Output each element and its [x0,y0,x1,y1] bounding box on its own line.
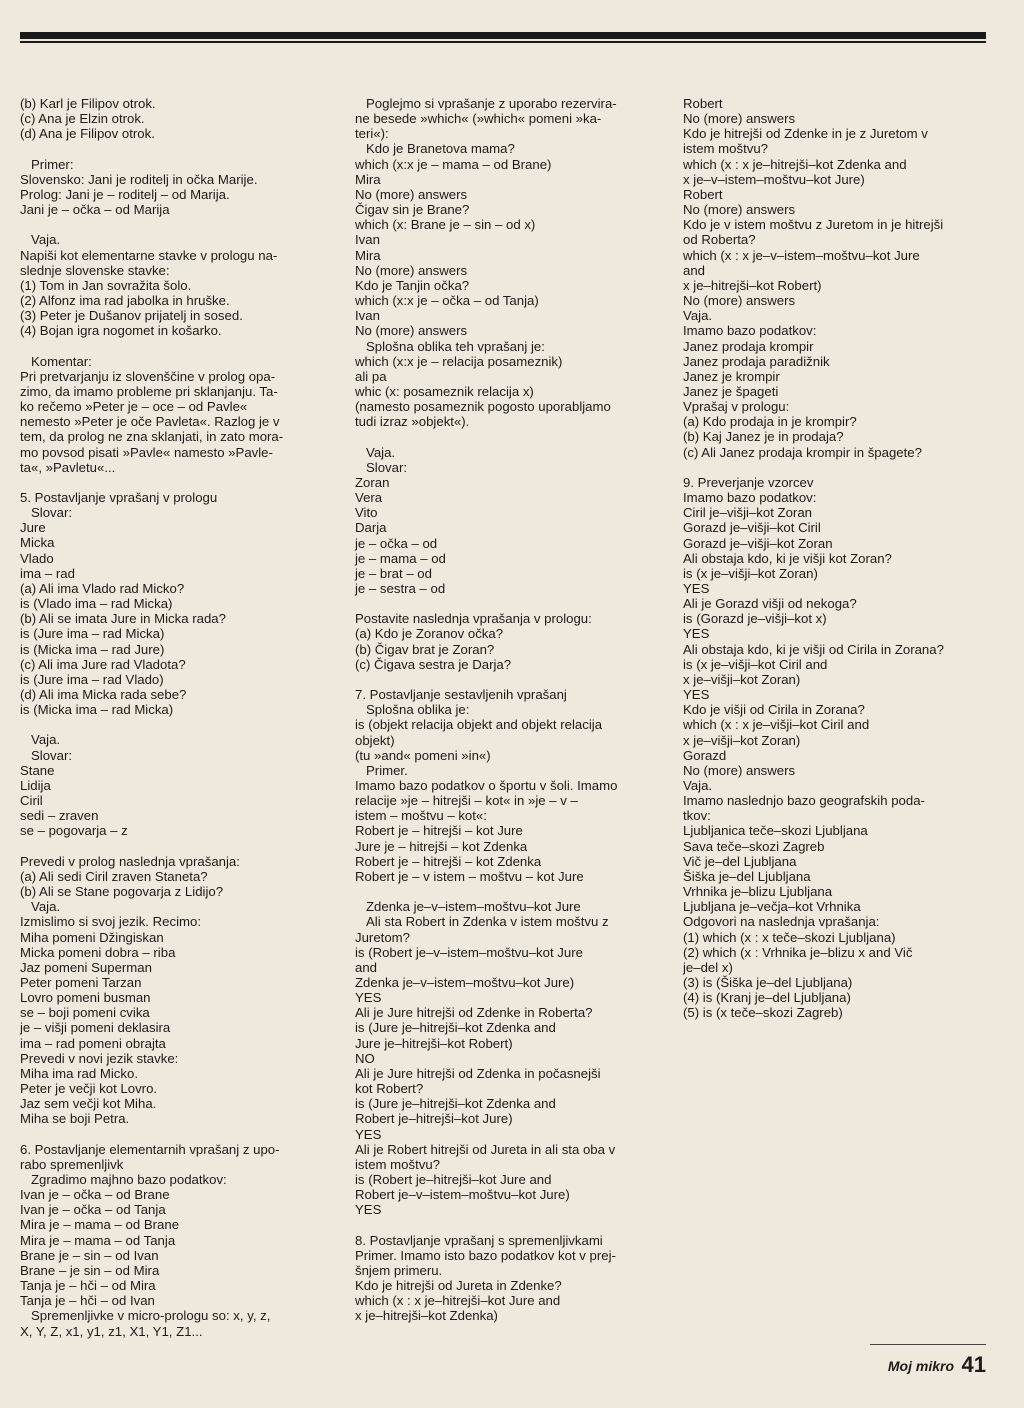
text-line: Micka [20,535,55,551]
text-line: Peter je večji kot Lovro. [20,1081,158,1097]
text-line: (1) Tom in Jan sovražita šolo. [20,277,192,293]
text-line: je – mama – od [355,550,446,566]
text-line: (4) is (Kranj je–del Ljubljana) [683,990,851,1006]
text-line [20,717,320,732]
text-line: Vaja. [355,444,396,460]
text-line: je–del x) [683,959,733,975]
text-line: (c) Ali ima Jure rad Vladota? [20,656,186,672]
text-line: Ali obstaja kdo, ki je višji kot Zoran? [683,550,892,566]
text-line: Vprašaj v prologu: [683,399,790,415]
text-line: Robert je–v–istem–moštvu–kot Jure) [355,1187,570,1203]
text-line: which (x:x je – očka – od Tanja) [355,293,539,309]
text-line: (2) which (x : Vrhnika je–blizu x and Vič [683,944,913,960]
text-line: relacije »je – hitrejši – kot« in »je – v – [355,793,578,809]
text-line: is (Micka ima – rad Jure) [20,641,165,657]
text-line: Kdo je hitrejši od Zdenke in je z Juretom v [683,126,928,142]
text-line: (1) which (x : x teče–skozi Ljubljana) [683,929,896,945]
text-line: Jani je – očka – od Marija [20,202,170,218]
text-line: je – očka – od [355,535,438,551]
text-line: (2) Alfonz ima rad jabolka in hruške. [20,293,230,308]
text-line: is (Jure je–hitrejši–kot Zdenka and [355,1096,556,1112]
text-line: Jure [20,520,46,536]
text-line: is (objekt relacija objekt and objekt relacija [355,717,603,733]
text-line: Lidija [20,777,51,793]
text-line: Primer. [355,762,408,778]
text-line: Vič je–del Ljubljana [683,853,797,869]
text-line: teri«): [355,126,389,142]
text-line: Ciril je–višji–kot Zoran [683,505,812,521]
text-line [20,217,320,232]
footer-rule [870,1344,986,1345]
text-line: x je–v–istem–moštvu–kot Jure) [683,171,865,187]
text-line: tudi izraz »objekt«). [355,414,470,430]
text-line: Ljubljanica teče–skozi Ljubljana [683,823,868,839]
text-line: x je–višji–kot Zoran) [683,732,801,748]
text-line: Jaz pomeni Superman [20,959,152,975]
text-line: objekt) [355,732,395,748]
text-line: Brane je – sin – od Ivan [20,1247,159,1263]
magazine-name: Moj mikro [887,1358,954,1374]
text-line: No (more) answers [683,762,796,778]
text-line: Napiši kot elementarne stavke v prologu na- [20,247,278,263]
text-line: Miha se boji Petra. [20,1111,130,1127]
text-line: Ciril [20,793,43,809]
text-line: Vera [355,490,383,506]
text-line: ali pa [355,368,387,384]
text-line: Ali sta Robert in Zdenka v istem moštvu z [355,914,609,930]
text-line [20,1127,320,1142]
text-line [683,460,983,475]
text-line: is (Vlado ima – rad Micka) [20,596,173,612]
text-line: YES [683,580,710,596]
text-line: Janez prodaja krompir [683,338,814,354]
text-line: x je–višji–kot Zoran) [683,671,801,687]
text-line: Juretom? [355,929,410,945]
text-line: x je–hitrejši–kot Robert) [683,277,822,293]
text-line: Imamo bazo podatkov o športu v šoli. Imamo [355,777,618,793]
text-line: Imamo naslednjo bazo geografskih poda- [683,793,925,809]
text-line: Šiška je–del Ljubljana [683,868,811,884]
text-line: (c) Ana je Elzin otrok. [20,111,145,127]
text-line: Kdo je hitrejši od Jureta in Zdenke? [355,1278,562,1294]
text-line: se – pogovarja – z [20,823,128,839]
page-number: 41 [961,1352,986,1377]
text-line [20,839,320,854]
text-line: Tanja je – hči – od Mira [20,1278,156,1294]
text-line: Robert [683,186,723,202]
text-line: Ljubljana je–večja–kot Vrhnika [683,899,861,915]
text-line: Vaja. [683,308,713,324]
text-line: Miha ima rad Micko. [20,1065,138,1081]
text-line: (d) Ana je Filipov otrok. [20,126,155,142]
text-line: 6. Postavljanje elementarnih vprašanj z upo- [20,1141,280,1157]
text-line: 8. Postavljanje vprašanj s spremenljivkami [355,1232,603,1248]
text-line [355,672,655,687]
text-line: sedi – zraven [20,808,99,824]
text-line: Primer. Imamo isto bazo podatkov kot v prej- [355,1247,616,1263]
text-line: Kdo je višji od Cirila in Zorana? [683,702,865,718]
text-line: YES [355,1202,382,1218]
text-line: (3) is (Šiška je–del Ljubljana) [683,975,853,991]
text-line: Robert je – hitrejši – kot Zdenka [355,853,542,869]
text-line: is (Robert je–hitrejši–kot Jure and [355,1172,552,1188]
text-line: (b) Čigav brat je Zoran? [355,641,495,657]
text-line: Ali je Jure hitrejši od Zdenke in Roberta? [355,1005,593,1021]
text-line: Robert je–hitrejši–kot Jure) [355,1111,513,1127]
text-line: Miha pomeni Džingiskan [20,929,164,945]
text-line: (b) Karl je Filipov otrok. [20,96,156,111]
text-line: ta«, »Pavletu«... [20,459,116,475]
text-line: Zoran [355,474,390,490]
text-line: Peter pomeni Tarzan [20,974,142,990]
text-line: Odgovori na naslednja vprašanja: [683,914,880,930]
text-line: Stane [20,762,55,778]
text-line: is (x je–višji–kot Zoran) [683,565,818,581]
text-line: Lovro pomeni busman [20,990,151,1006]
text-line: 7. Postavljanje sestavljenih vprašanj [355,687,567,703]
text-line: Mira [355,171,381,187]
text-line: od Roberta? [683,232,756,248]
text-line: istem – moštvu – kot«: [355,808,487,824]
text-line: (b) Kaj Janez je in prodaja? [683,429,844,445]
text-line: Darja [355,520,387,536]
text-line: is (x je–višji–kot Ciril and [683,656,828,672]
text-line: Zdenka je–v–istem–moštvu–kot Jure) [355,975,575,990]
text-line: (4) Bojan igra nogomet in košarko. [20,323,222,339]
text-line [355,884,655,899]
text-line: Mira je – mama – od Brane [20,1217,180,1233]
text-line: is (Jure ima – rad Vlado) [20,671,164,687]
text-line: Slovar: [20,505,73,521]
text-line: (b) Ali se Stane pogovarja z Lidijo? [20,884,224,900]
text-line: No (more) answers [355,186,468,202]
text-line: se – boji pomeni cvika [20,1005,150,1021]
text-line: Prolog: Jani je – roditelj – od Marija. [20,186,230,202]
text-line: No (more) answers [355,323,468,339]
text-line: ima – rad [20,565,75,581]
text-line: Ali je Jure hitrejši od Zdenka in počasnejši [355,1065,601,1081]
text-line: Slovar: [20,747,73,763]
text-line: YES [683,687,710,703]
text-line: is (Jure je–hitrejši–kot Zdenka and [355,1020,556,1036]
header-rule-thick [20,32,986,39]
text-line: which (x : x je–višji–kot Ciril and [683,717,870,733]
text-line: 5. Postavljanje vprašanj v prologu [20,490,218,505]
text-line: Vaja. [20,899,61,915]
text-line: Micka pomeni dobra – riba [20,944,176,960]
text-line: Brane – je sin – od Mira [20,1262,160,1278]
text-line: Robert je – hitrejši – kot Jure [355,823,523,839]
text-line: je – višji pomeni deklasira [20,1020,171,1036]
text-line: Primer: [20,156,74,172]
text-line: Sava teče–skozi Zagreb [683,838,825,854]
text-line: 9. Preverjanje vzorcev [683,474,814,490]
text-line: YES [355,1126,382,1142]
text-line: istem moštvu? [355,1156,441,1172]
text-line: Tanja je – hči – od Ivan [20,1293,155,1309]
text-line: (a) Ali sedi Ciril zraven Staneta? [20,868,208,884]
text-column-3 [683,96,983,1021]
text-line: Zgradimo majhno bazo podatkov: [20,1171,227,1187]
text-line: Vlado [20,550,54,566]
text-line: Zdenka je–v–istem–moštvu–kot Jure [355,899,581,915]
text-line: Jaz sem večji kot Miha. [20,1096,157,1112]
text-line: Prevedi v prolog naslednja vprašanja: [20,853,240,869]
text-line: Vaja. [20,732,61,748]
text-line: Ivan je – očka – od Brane [20,1187,170,1203]
text-line: and [683,262,706,278]
header-rule-thin [20,41,986,43]
text-column-1 [20,96,320,1339]
text-line: kot Robert? [355,1081,424,1097]
text-line: Pri pretvarjanju iz slovenščine v prolog opa- [20,368,276,384]
text-line: Jure je – hitrejši – kot Zdenka [355,838,528,854]
text-line: Splošna oblika je: [355,702,470,718]
text-line: Kdo je Branetova mama? [355,141,515,157]
text-line: is (Robert je–v–istem–moštvu–kot Jure [355,944,583,960]
text-line: Mira [355,247,381,263]
text-line: is (Micka ima – rad Micka) [20,702,174,718]
text-line: which (x: Brane je – sin – od x) [355,217,536,233]
text-line: (a) Ali ima Vlado rad Micko? [20,580,185,596]
text-line: No (more) answers [683,111,796,127]
text-line: Prevedi v novi jezik stavke: [20,1050,179,1066]
text-line: tem, da prolog ne zna sklanjati, in zato mora- [20,429,284,445]
text-line: rabo spremenljivk [20,1156,124,1172]
text-line: slednje slovenske stavke: [20,262,170,278]
text-line: and [355,959,378,975]
text-line: YES [683,626,710,642]
text-line: Ivan [355,232,380,248]
text-column-2 [355,96,655,1324]
text-line: ko rečemo »Peter je – oce – od Pavle« [20,399,248,415]
text-line: Vaja. [20,232,61,248]
text-line: Janez je špageti [683,383,779,399]
text-line [20,141,320,156]
text-line: x je–hitrejši–kot Zdenka) [355,1308,498,1324]
text-line: (5) is (x teče–skozi Zagreb) [683,1005,843,1021]
text-line: (a) Kdo je Zoranov očka? [355,626,504,642]
text-line: je – brat – od [355,565,432,581]
text-line: No (more) answers [683,293,796,309]
text-line: Robert [683,96,723,111]
text-line: Jure je–hitrejši–kot Robert) [355,1035,513,1051]
text-line: (a) Kdo prodaja in je krompir? [683,414,857,430]
text-line: Splošna oblika teh vprašanj je: [355,338,545,354]
text-line [355,429,655,444]
text-line: (b) Ali se imata Jure in Micka rada? [20,611,226,627]
text-line: Poglejmo si vprašanje z uporabo rezervira- [355,96,617,111]
text-line: Slovensko: Jani je roditelj in očka Marije. [20,171,258,187]
text-line [355,596,655,611]
text-line: (d) Ali ima Micka rada sebe? [20,687,187,703]
text-line: Gorazd je–višji–kot Ciril [683,520,821,536]
text-line: mo povsod pisati »Pavle« namesto »Pavle- [20,444,273,460]
text-line: Vrhnika je–blizu Ljubljana [683,884,833,900]
text-line: NO [355,1050,375,1066]
text-line: Spremenljivke v micro-prologu so: x, y, z, [20,1308,271,1324]
text-line: Imamo bazo podatkov: [683,490,817,506]
text-line: Robert je – v istem – moštvu – kot Jure [355,868,584,884]
text-line: Kdo je Tanjin očka? [355,277,470,293]
text-line: (3) Peter je Dušanov prijatelj in sosed. [20,308,243,324]
text-line [355,1218,655,1233]
text-line: Ali obstaja kdo, ki je višji od Cirila in Zorana? [683,641,944,657]
text-line: (namesto posameznik pogosto uporabljamo [355,399,611,415]
text-line: ima – rad pomeni obrajta [20,1035,166,1051]
text-line: Janez je krompir [683,368,780,384]
text-line: which (x : x je–hitrejši–kot Zdenka and [683,156,907,172]
text-line [20,338,320,353]
text-line: Gorazd je–višji–kot Zoran [683,535,833,551]
text-line: No (more) answers [683,202,796,218]
text-line: Imamo bazo podatkov: [683,323,817,339]
text-line: Janez prodaja paradižnik [683,353,830,369]
text-line: šnjem primeru. [355,1262,443,1278]
text-line: (c) Čigava sestra je Darja? [355,656,512,672]
text-line: Kdo je v istem moštvu z Juretom in je hitrejši [683,217,944,233]
text-line: ne besede »which« (»which« pomeni »ka- [355,111,602,127]
text-line: Gorazd [683,747,727,763]
text-line: (tu »and« pomeni »in«) [355,747,491,763]
text-line: tkov: [683,808,711,824]
text-line: istem moštvu? [683,141,769,157]
text-line: Postavite naslednja vprašanja v prologu: [355,611,592,627]
text-line: No (more) answers [355,262,468,278]
text-line: Ivan je – očka – od Tanja [20,1202,166,1218]
text-line: is (Gorazd je–višji–kot x) [683,611,827,627]
text-line: which (x:x je – relacija posameznik) [355,353,563,369]
text-line: (c) Ali Janez prodaja krompir in špagete? [683,444,922,460]
text-line: Izmislimo si svoj jezik. Recimo: [20,914,201,930]
text-line: which (x:x je – mama – od Brane) [355,156,552,172]
text-line: which (x : x je–v–istem–moštvu–kot Jure [683,247,920,263]
text-line: Komentar: [20,353,92,369]
text-line [20,475,320,490]
text-line: whic (x: posameznik relacija x) [355,383,534,399]
text-line: Mira je – mama – od Tanja [20,1232,176,1248]
text-line: Ivan [355,308,380,324]
text-line: YES [355,990,382,1006]
text-line: Čigav sin je Brane? [355,202,470,218]
text-line: is (Jure ima – rad Micka) [20,626,165,642]
text-line: Vito [355,505,378,521]
text-line: je – sestra – od [355,580,446,596]
text-line: Vaja. [683,778,713,794]
text-line: X, Y, Z, x1, y1, z1, X1, Y1, Z1... [20,1323,203,1339]
text-line: which (x : x je–hitrejši–kot Jure and [355,1293,561,1309]
text-line: Ali je Gorazd višji od nekoga? [683,596,857,612]
text-line: Ali je Robert hitrejši od Jureta in ali sta oba v [355,1141,616,1157]
text-line: zimo, da imamo probleme pri sklanjanju. Ta- [20,383,278,399]
text-line: nemesto »Peter je oče Pavleta«. Razlog je v [20,414,280,430]
text-line: Slovar: [355,459,408,475]
